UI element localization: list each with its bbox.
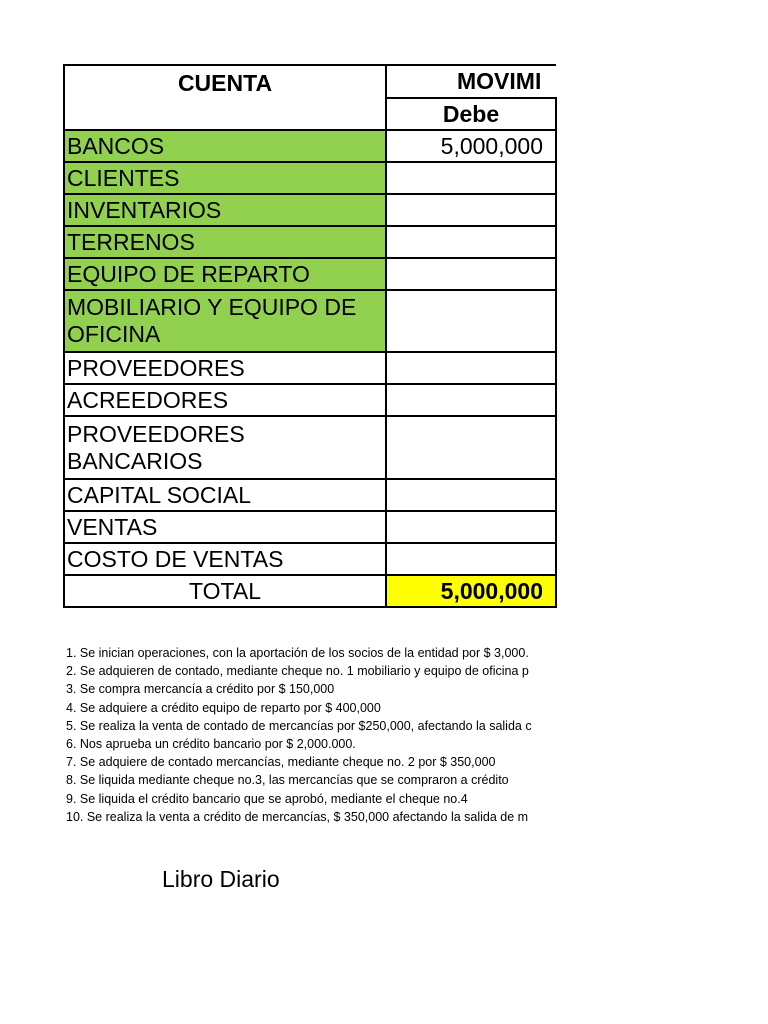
table-row bbox=[64, 416, 556, 479]
debe-cell[interactable] bbox=[386, 384, 556, 416]
table-row bbox=[64, 226, 556, 258]
list-item: 4. Se adquiere a crédito equipo de reparto por $ 400,000 bbox=[66, 700, 381, 715]
account-cell[interactable]: EQUIPO DE REPARTO bbox=[64, 258, 386, 290]
table-row bbox=[64, 194, 556, 226]
debe-cell[interactable] bbox=[386, 543, 556, 575]
total-row bbox=[64, 575, 556, 607]
table-row bbox=[64, 543, 556, 575]
list-item: 8. Se liquida mediante cheque no.3, las mercancías que se compraron a crédito bbox=[66, 773, 509, 788]
account-cell[interactable]: COSTO DE VENTAS bbox=[64, 543, 386, 575]
list-item: 5. Se realiza la venta de contado de mercancías por $250,000, afectando la salida c bbox=[66, 718, 532, 733]
list-item: 1. Se inician operaciones, con la aportación de los socios de la entidad por $ 3,000. bbox=[66, 646, 529, 660]
table-row bbox=[64, 130, 556, 162]
list-item: 6. Nos aprueba un crédito bancario por $ 2,000.000. bbox=[66, 736, 356, 751]
debe-cell[interactable] bbox=[386, 194, 556, 226]
account-cell[interactable]: ACREEDORES bbox=[64, 384, 386, 416]
debe-cell[interactable] bbox=[386, 352, 556, 384]
account-cell[interactable]: BANCOS bbox=[64, 130, 386, 162]
table-row bbox=[64, 479, 556, 511]
section-title: Libro Diario bbox=[162, 866, 280, 892]
table-row bbox=[64, 352, 556, 384]
accounts-table bbox=[63, 64, 557, 608]
total-debe-cell[interactable]: 5,000,000 bbox=[386, 575, 556, 607]
account-cell[interactable]: PROVEEDORES BANCARIOS bbox=[64, 416, 386, 479]
debe-cell[interactable] bbox=[386, 226, 556, 258]
account-cell[interactable]: CLIENTES bbox=[64, 162, 386, 194]
total-label[interactable]: TOTAL bbox=[64, 575, 386, 607]
header-cuenta[interactable]: CUENTA bbox=[64, 65, 386, 130]
transactions-list bbox=[66, 644, 532, 826]
debe-cell[interactable] bbox=[386, 479, 556, 511]
header-movimientos[interactable]: MOVIMI bbox=[386, 65, 556, 98]
account-cell[interactable]: TERRENOS bbox=[64, 226, 386, 258]
account-cell[interactable]: MOBILIARIO Y EQUIPO DE OFICINA bbox=[64, 290, 386, 352]
debe-cell[interactable] bbox=[386, 290, 556, 352]
debe-cell[interactable] bbox=[386, 511, 556, 543]
table-header-row bbox=[64, 65, 556, 98]
debe-cell[interactable] bbox=[386, 162, 556, 194]
header-debe[interactable]: Debe bbox=[386, 98, 556, 130]
debe-cell[interactable]: 5,000,000 bbox=[386, 130, 556, 162]
table-row bbox=[64, 258, 556, 290]
account-cell[interactable]: PROVEEDORES bbox=[64, 352, 386, 384]
table-row bbox=[64, 162, 556, 194]
account-cell[interactable]: CAPITAL SOCIAL bbox=[64, 479, 386, 511]
account-cell[interactable]: INVENTARIOS bbox=[64, 194, 386, 226]
list-item: 2. Se adquieren de contado, mediante cheque no. 1 mobiliario y equipo de oficina p bbox=[66, 664, 529, 679]
list-item: 9. Se liquida el crédito bancario que se aprobó, mediante el cheque no.4 bbox=[66, 791, 468, 806]
list-item: 7. Se adquiere de contado mercancías, mediante cheque no. 2 por $ 350,000 bbox=[66, 755, 496, 770]
account-cell[interactable]: VENTAS bbox=[64, 511, 386, 543]
list-item: 10. Se realiza la venta a crédito de mercancías, $ 350,000 afectando la salida de m bbox=[66, 809, 529, 824]
table-row bbox=[64, 290, 556, 352]
debe-cell[interactable] bbox=[386, 258, 556, 290]
table-row bbox=[64, 384, 556, 416]
list-item: 3. Se compra mercancía a crédito por $ 150,000 bbox=[66, 682, 335, 697]
debe-cell[interactable] bbox=[386, 416, 556, 479]
table-row bbox=[64, 511, 556, 543]
